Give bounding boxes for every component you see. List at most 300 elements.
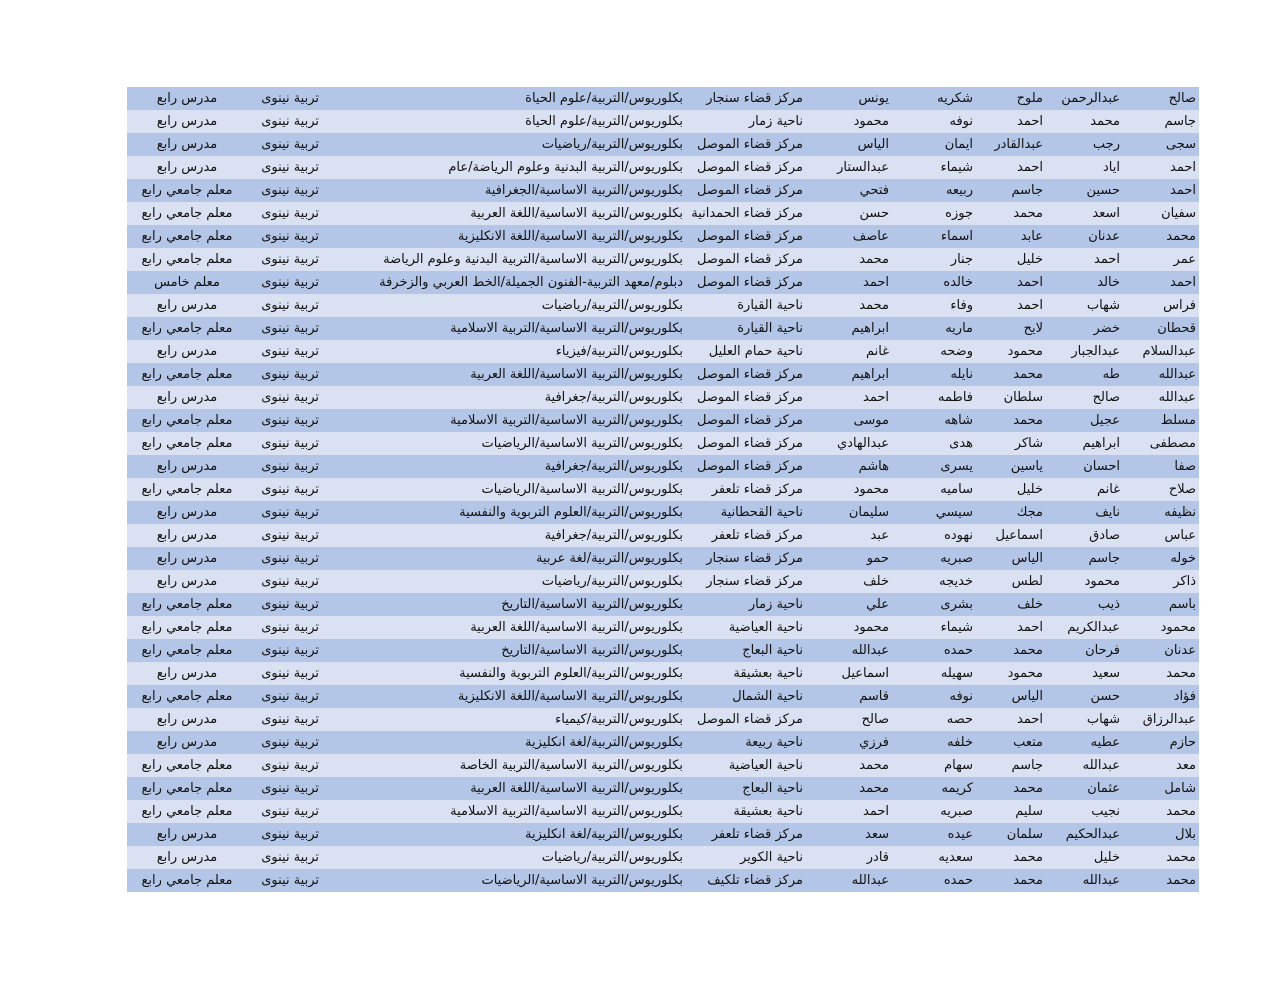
- cell-first-name: محمود: [1160, 620, 1196, 635]
- cell-location: ناحية الشمال: [732, 689, 803, 704]
- cell-mother-father-name: عبدالهادي: [837, 436, 889, 451]
- cell-grade: معلم جامعي رابع: [141, 804, 233, 819]
- cell-mother-father-name: محمد: [859, 298, 889, 313]
- cell-first-name: باسم: [1168, 597, 1196, 612]
- cell-father-name: نايف: [1095, 505, 1120, 520]
- cell-father-name: احسان: [1083, 459, 1120, 474]
- cell-mother-name: وضحه: [940, 344, 973, 359]
- cell-father-name: احمد: [1094, 252, 1120, 267]
- cell-grandfather-name: مجك: [1016, 505, 1043, 520]
- cell-mother-name: يسرى: [940, 459, 973, 474]
- cell-location: ناحية العياضية: [728, 620, 803, 635]
- cell-directorate: تربية نينوى: [261, 689, 319, 704]
- cell-grandfather-name: سلطان: [1003, 390, 1043, 405]
- cell-father-name: عطيه: [1090, 735, 1120, 750]
- cell-mother-name: جنار: [950, 252, 973, 267]
- cell-qualification: بكلوريوس/التربية/كيمياء: [555, 712, 683, 727]
- cell-mother-name: خالده: [943, 275, 973, 290]
- cell-mother-name: سهيله: [940, 666, 973, 681]
- cell-father-name: عبدالرحمن: [1061, 91, 1120, 106]
- cell-grandfather-name: احمد: [1017, 160, 1043, 175]
- cell-grandfather-name: خليل: [1016, 482, 1043, 497]
- table-row: [127, 501, 1199, 524]
- cell-location: مركز قضاء الحمدانية: [691, 206, 803, 221]
- cell-qualification: بكلوريوس/التربية الاساسية/التربية الاسلامية: [450, 321, 683, 336]
- cell-location: ناحية زمار: [748, 597, 803, 612]
- table-row: [127, 225, 1199, 248]
- cell-grade: معلم خامس: [154, 275, 220, 290]
- cell-first-name: جاسم: [1164, 114, 1196, 129]
- cell-grandfather-name: احمد: [1017, 114, 1043, 129]
- table-row: [127, 248, 1199, 271]
- cell-grandfather-name: محمد: [1013, 206, 1043, 221]
- cell-qualification: بكلوريوس/التربية الاساسية/التربية الخاصة: [459, 758, 683, 773]
- cell-mother-father-name: يونس: [858, 91, 889, 106]
- cell-first-name: عدنان: [1164, 643, 1196, 658]
- cell-mother-father-name: فرزي: [859, 735, 889, 750]
- cell-father-name: غانم: [1096, 482, 1120, 497]
- cell-qualification: بكلوريوس/التربية/رياضيات: [541, 137, 683, 152]
- cell-qualification: بكلوريوس/التربية الاساسية/اللغة العربية: [470, 367, 683, 382]
- cell-grade: معلم جامعي رابع: [141, 873, 233, 888]
- cell-qualification: بكلوريوس/التربية/العلوم التربوية والنفسية: [459, 505, 683, 520]
- cell-location: ناحية القحطانية: [720, 505, 803, 520]
- cell-mother-father-name: ابراهيم: [851, 321, 889, 336]
- cell-grade: مدرس رابع: [156, 827, 218, 842]
- cell-mother-name: خديجه: [939, 574, 973, 589]
- cell-location: مركز قضاء الموصل: [696, 459, 803, 474]
- cell-father-name: عبدالله: [1082, 758, 1120, 773]
- cell-location: مركز قضاء تلعفر: [711, 528, 803, 543]
- cell-qualification: بكلوريوس/التربية البدنية وعلوم الرياضة/عام: [448, 160, 683, 175]
- cell-qualification: بكلوريوس/التربية/رياضيات: [541, 574, 683, 589]
- cell-grade: معلم جامعي رابع: [141, 689, 233, 704]
- cell-grandfather-name: خليل: [1016, 252, 1043, 267]
- cell-qualification: بكلوريوس/التربية/جغرافية: [544, 390, 683, 405]
- cell-qualification: بكلوريوس/التربية الاساسية/التاريخ: [501, 597, 683, 612]
- cell-directorate: تربية نينوى: [261, 712, 319, 727]
- cell-father-name: خالد: [1097, 275, 1120, 290]
- cell-mother-name: اسماء: [940, 229, 973, 244]
- cell-directorate: تربية نينوى: [261, 436, 319, 451]
- cell-mother-father-name: سليمان: [848, 505, 889, 520]
- cell-location: ناحية العياضية: [728, 758, 803, 773]
- cell-directorate: تربية نينوى: [261, 620, 319, 635]
- cell-qualification: بكلوريوس/التربية الاساسية/الرياضيات: [481, 436, 683, 451]
- cell-grade: معلم جامعي رابع: [141, 229, 233, 244]
- cell-qualification: بكلوريوس/التربية الاساسية/الرياضيات: [481, 873, 683, 888]
- cell-mother-father-name: ابراهيم: [851, 367, 889, 382]
- cell-location: مركز قضاء الموصل: [696, 367, 803, 382]
- cell-mother-name: هدى: [949, 436, 973, 451]
- cell-first-name: بلال: [1175, 827, 1196, 842]
- cell-first-name: سفيان: [1161, 206, 1196, 221]
- cell-mother-father-name: غانم: [865, 344, 889, 359]
- table-row: [127, 363, 1199, 386]
- cell-father-name: اياد: [1103, 160, 1120, 175]
- table-row: [127, 455, 1199, 478]
- cell-mother-name: صبريه: [940, 551, 973, 566]
- cell-location: مركز قضاء تلكيف: [707, 873, 803, 888]
- cell-directorate: تربية نينوى: [261, 321, 319, 336]
- cell-directorate: تربية نينوى: [261, 735, 319, 750]
- cell-qualification: بكلوريوس/التربية الاساسية/اللغة العربية: [470, 781, 683, 796]
- table-row: [127, 639, 1199, 662]
- cell-first-name: عباس: [1164, 528, 1196, 543]
- cell-qualification: بكلوريوس/التربية/جغرافية: [544, 528, 683, 543]
- cell-directorate: تربية نينوى: [261, 482, 319, 497]
- cell-first-name: صلاح: [1168, 482, 1196, 497]
- cell-first-name: محمد: [1166, 666, 1196, 681]
- cell-location: مركز قضاء الموصل: [696, 229, 803, 244]
- cell-father-name: سعيد: [1092, 666, 1120, 681]
- cell-grade: مدرس رابع: [156, 666, 218, 681]
- cell-mother-name: سيسي: [935, 505, 973, 520]
- table-row: [127, 110, 1199, 133]
- cell-first-name: صفا: [1174, 459, 1196, 474]
- cell-mother-name: نايله: [950, 367, 973, 382]
- cell-directorate: تربية نينوى: [261, 459, 319, 474]
- cell-grandfather-name: احمد: [1017, 275, 1043, 290]
- cell-mother-father-name: حسن: [859, 206, 889, 221]
- cell-directorate: تربية نينوى: [261, 781, 319, 796]
- cell-father-name: حسين: [1086, 183, 1120, 198]
- table-row: [127, 87, 1199, 110]
- cell-mother-father-name: خلف: [863, 574, 889, 589]
- cell-qualification: بكلوريوس/التربية الاساسية/اللغة العربية: [470, 620, 683, 635]
- cell-directorate: تربية نينوى: [261, 390, 319, 405]
- cell-father-name: ابراهيم: [1082, 436, 1120, 451]
- cell-mother-father-name: قاسم: [859, 689, 889, 704]
- cell-father-name: عثمان: [1087, 781, 1120, 796]
- cell-location: مركز قضاء الموصل: [696, 183, 803, 198]
- table-row: [127, 202, 1199, 225]
- cell-mother-father-name: صالح: [861, 712, 889, 727]
- cell-first-name: معد: [1175, 758, 1196, 773]
- cell-first-name: احمد: [1170, 160, 1196, 175]
- cell-mother-father-name: الياس: [857, 137, 889, 152]
- cell-grandfather-name: محمود: [1007, 666, 1043, 681]
- cell-mother-name: ايمان: [944, 137, 973, 152]
- cell-grandfather-name: سليم: [1015, 804, 1043, 819]
- cell-location: مركز قضاء الموصل: [696, 252, 803, 267]
- cell-qualification: بكلوريوس/التربية الاساسية/التربية الاسلامية: [450, 413, 683, 428]
- table-body: [127, 87, 1199, 892]
- cell-directorate: تربية نينوى: [261, 804, 319, 819]
- cell-grade: مدرس رابع: [156, 528, 218, 543]
- cell-grandfather-name: خلف: [1017, 597, 1043, 612]
- cell-grade: مدرس رابع: [156, 574, 218, 589]
- cell-first-name: عبدالله: [1158, 390, 1196, 405]
- cell-grandfather-name: محمد: [1013, 850, 1043, 865]
- cell-father-name: شهاب: [1086, 712, 1120, 727]
- cell-directorate: تربية نينوى: [261, 298, 319, 313]
- cell-mother-father-name: محمد: [859, 252, 889, 267]
- cell-grade: معلم جامعي رابع: [141, 183, 233, 198]
- cell-qualification: بكلوريوس/التربية/رياضيات: [541, 298, 683, 313]
- cell-mother-name: خلفه: [947, 735, 973, 750]
- cell-grandfather-name: الياس: [1011, 551, 1043, 566]
- cell-father-name: رجب: [1092, 137, 1120, 152]
- cell-directorate: تربية نينوى: [261, 505, 319, 520]
- table-row: [127, 524, 1199, 547]
- cell-grade: معلم جامعي رابع: [141, 206, 233, 221]
- cell-grandfather-name: سلمان: [1006, 827, 1043, 842]
- cell-directorate: تربية نينوى: [261, 252, 319, 267]
- cell-mother-name: ساميه: [940, 482, 973, 497]
- table-row: [127, 685, 1199, 708]
- cell-grade: مدرس رابع: [156, 137, 218, 152]
- cell-location: ناحية البعاج: [742, 781, 803, 796]
- table-row: [127, 432, 1199, 455]
- cell-father-name: شهاب: [1086, 298, 1120, 313]
- cell-grade: معلم جامعي رابع: [141, 643, 233, 658]
- cell-first-name: احمد: [1170, 275, 1196, 290]
- cell-location: ناحية الكوير: [740, 850, 803, 865]
- cell-mother-name: كريمه: [941, 781, 973, 796]
- cell-mother-father-name: اسماعيل: [841, 666, 889, 681]
- table-row: [127, 317, 1199, 340]
- cell-mother-name: سهام: [944, 758, 973, 773]
- table-row: [127, 570, 1199, 593]
- cell-location: مركز قضاء سنجار: [706, 551, 803, 566]
- cell-directorate: تربية نينوى: [261, 137, 319, 152]
- cell-qualification: بكلوريوس/التربية/علوم الحياة: [525, 91, 683, 106]
- cell-qualification: بكلوريوس/التربية/لغة عربية: [535, 551, 683, 566]
- cell-directorate: تربية نينوى: [261, 160, 319, 175]
- staff-table: [127, 87, 1199, 892]
- cell-grade: معلم جامعي رابع: [141, 482, 233, 497]
- cell-grandfather-name: محمد: [1013, 413, 1043, 428]
- cell-directorate: تربية نينوى: [261, 574, 319, 589]
- cell-father-name: عجيل: [1090, 413, 1120, 428]
- cell-mother-name: فاطمه: [937, 390, 973, 405]
- cell-location: مركز قضاء الموصل: [696, 413, 803, 428]
- cell-first-name: محمد: [1166, 850, 1196, 865]
- cell-qualification: بكلوريوس/التربية الاساسية/التربية الاسلامية: [450, 804, 683, 819]
- cell-mother-name: ماريه: [945, 321, 973, 336]
- cell-qualification: بكلوريوس/التربية/رياضيات: [541, 850, 683, 865]
- cell-directorate: تربية نينوى: [261, 229, 319, 244]
- cell-grandfather-name: اسماعيل: [995, 528, 1043, 543]
- cell-grade: مدرس رابع: [156, 298, 218, 313]
- table-row: [127, 846, 1199, 869]
- cell-mother-father-name: محمد: [859, 781, 889, 796]
- cell-first-name: شامل: [1164, 781, 1196, 796]
- cell-mother-name: بشرى: [940, 597, 973, 612]
- cell-grandfather-name: لطس: [1011, 574, 1043, 589]
- cell-first-name: صالح: [1168, 91, 1196, 106]
- cell-qualification: بكلوريوس/التربية الاساسية/اللغة العربية: [470, 206, 683, 221]
- cell-mother-father-name: قادر: [866, 850, 889, 865]
- cell-father-name: عبدالله: [1082, 873, 1120, 888]
- cell-mother-father-name: عبد: [870, 528, 889, 543]
- table-row: [127, 800, 1199, 823]
- table-row: [127, 294, 1199, 317]
- cell-qualification: بكلوريوس/التربية الاساسية/الرياضيات: [481, 482, 683, 497]
- cell-qualification: بكلوريوس/التربية الاساسية/اللغة الانكليزية: [457, 689, 683, 704]
- cell-grandfather-name: جاسم: [1011, 758, 1043, 773]
- cell-mother-name: شيماء: [940, 620, 973, 635]
- cell-first-name: حازم: [1169, 735, 1196, 750]
- cell-directorate: تربية نينوى: [261, 528, 319, 543]
- cell-mother-father-name: محمد: [859, 758, 889, 773]
- cell-first-name: محمد: [1166, 229, 1196, 244]
- cell-mother-name: نوفه: [949, 114, 973, 129]
- cell-mother-name: وفاء: [950, 298, 973, 313]
- cell-mother-name: صبريه: [940, 804, 973, 819]
- cell-directorate: تربية نينوى: [261, 413, 319, 428]
- cell-grade: مدرس رابع: [156, 712, 218, 727]
- cell-location: مركز قضاء تلعفر: [711, 482, 803, 497]
- cell-father-name: خليل: [1093, 850, 1120, 865]
- cell-grade: معلم جامعي رابع: [141, 620, 233, 635]
- cell-qualification: بكلوريوس/التربية/جغرافية: [544, 459, 683, 474]
- cell-qualification: بكلوريوس/التربية الاساسية/التاريخ: [501, 643, 683, 658]
- cell-grade: مدرس رابع: [156, 91, 218, 106]
- cell-grade: مدرس رابع: [156, 459, 218, 474]
- cell-mother-father-name: حمو: [866, 551, 889, 566]
- table-row: [127, 777, 1199, 800]
- cell-grade: مدرس رابع: [156, 850, 218, 865]
- cell-mother-name: ربيعه: [945, 183, 973, 198]
- cell-mother-father-name: احمد: [863, 804, 889, 819]
- cell-location: مركز قضاء الموصل: [696, 137, 803, 152]
- cell-qualification: بكلوريوس/التربية/العلوم التربوية والنفسية: [459, 666, 683, 681]
- cell-mother-name: شيماء: [940, 160, 973, 175]
- cell-mother-name: حمده: [943, 873, 973, 888]
- cell-directorate: تربية نينوى: [261, 758, 319, 773]
- cell-location: ناحية البعاج: [742, 643, 803, 658]
- cell-grandfather-name: عبدالقادر: [994, 137, 1043, 152]
- cell-grade: معلم جامعي رابع: [141, 252, 233, 267]
- cell-mother-name: حمده: [943, 643, 973, 658]
- table-row: [127, 754, 1199, 777]
- cell-first-name: فؤاد: [1173, 689, 1196, 704]
- cell-mother-name: سعديه: [938, 850, 973, 865]
- cell-grade: معلم جامعي رابع: [141, 367, 233, 382]
- cell-grandfather-name: متعب: [1013, 735, 1043, 750]
- cell-directorate: تربية نينوى: [261, 367, 319, 382]
- cell-grandfather-name: شاكر: [1014, 436, 1043, 451]
- table-row: [127, 478, 1199, 501]
- cell-qualification: دبلوم/معهد التربية-الفنون الجميلة/الخط العربي والزخرفة: [379, 275, 683, 290]
- cell-directorate: تربية نينوى: [261, 850, 319, 865]
- cell-mother-father-name: علي: [866, 597, 889, 612]
- cell-location: مركز قضاء الموصل: [696, 712, 803, 727]
- table-row: [127, 823, 1199, 846]
- cell-grade: مدرس رابع: [156, 344, 218, 359]
- cell-location: مركز قضاء الموصل: [696, 275, 803, 290]
- cell-grandfather-name: محمد: [1013, 781, 1043, 796]
- cell-mother-name: نوفه: [949, 689, 973, 704]
- cell-father-name: خضر: [1093, 321, 1120, 336]
- cell-father-name: حسن: [1090, 689, 1120, 704]
- cell-grade: معلم جامعي رابع: [141, 436, 233, 451]
- cell-location: ناحية حمام العليل: [708, 344, 803, 359]
- cell-father-name: اسعد: [1092, 206, 1120, 221]
- cell-location: ناحية زمار: [748, 114, 803, 129]
- cell-mother-father-name: عبدالله: [851, 643, 889, 658]
- cell-first-name: محمد: [1166, 804, 1196, 819]
- cell-mother-father-name: سعد: [865, 827, 889, 842]
- cell-location: ناحية القيارة: [737, 321, 803, 336]
- cell-mother-father-name: هاشم: [858, 459, 889, 474]
- cell-directorate: تربية نينوى: [261, 275, 319, 290]
- cell-location: ناحية القيارة: [737, 298, 803, 313]
- cell-father-name: ذيب: [1097, 597, 1120, 612]
- cell-father-name: عبدالحكيم: [1065, 827, 1120, 842]
- cell-grandfather-name: جاسم: [1011, 183, 1043, 198]
- cell-father-name: صادق: [1089, 528, 1120, 543]
- cell-grade: معلم جامعي رابع: [141, 321, 233, 336]
- cell-first-name: فراس: [1163, 298, 1196, 313]
- cell-grade: مدرس رابع: [156, 114, 218, 129]
- cell-mother-name: نهوده: [944, 528, 973, 543]
- cell-first-name: سجى: [1165, 137, 1196, 152]
- cell-grandfather-name: محمد: [1013, 873, 1043, 888]
- cell-father-name: جاسم: [1088, 551, 1120, 566]
- table-row: [127, 409, 1199, 432]
- cell-directorate: تربية نينوى: [261, 666, 319, 681]
- cell-first-name: عمر: [1173, 252, 1196, 267]
- cell-father-name: محمود: [1084, 574, 1120, 589]
- cell-location: مركز قضاء سنجار: [706, 91, 803, 106]
- table-row: [127, 593, 1199, 616]
- cell-qualification: بكلوريوس/التربية/فيزياء: [555, 344, 683, 359]
- cell-first-name: عبدالله: [1158, 367, 1196, 382]
- table-row: [127, 156, 1199, 179]
- cell-father-name: عدنان: [1088, 229, 1120, 244]
- cell-father-name: نجيب: [1091, 804, 1120, 819]
- cell-location: ناحية بعشيقة: [733, 666, 803, 681]
- spreadsheet: [127, 87, 1199, 892]
- cell-mother-name: عيده: [947, 827, 973, 842]
- cell-grade: مدرس رابع: [156, 160, 218, 175]
- cell-first-name: عبدالسلام: [1142, 344, 1196, 359]
- cell-father-name: عبدالكريم: [1067, 620, 1120, 635]
- cell-directorate: تربية نينوى: [261, 344, 319, 359]
- cell-grandfather-name: الياس: [1011, 689, 1043, 704]
- cell-mother-father-name: محمود: [853, 482, 889, 497]
- cell-grandfather-name: لايح: [1023, 321, 1043, 336]
- table-row: [127, 179, 1199, 202]
- cell-grandfather-name: احمد: [1017, 712, 1043, 727]
- cell-first-name: نظيفه: [1164, 505, 1196, 520]
- cell-mother-name: شاهه: [944, 413, 973, 428]
- cell-directorate: تربية نينوى: [261, 183, 319, 198]
- cell-location: مركز قضاء الموصل: [696, 390, 803, 405]
- cell-grandfather-name: عابد: [1020, 229, 1043, 244]
- cell-grade: معلم جامعي رابع: [141, 758, 233, 773]
- cell-location: مركز قضاء تلعفر: [711, 827, 803, 842]
- cell-directorate: تربية نينوى: [261, 827, 319, 842]
- table-row: [127, 731, 1199, 754]
- cell-mother-name: جوزه: [945, 206, 973, 221]
- cell-father-name: صالح: [1092, 390, 1120, 405]
- cell-grandfather-name: محمد: [1013, 643, 1043, 658]
- cell-mother-father-name: عبدالستار: [837, 160, 889, 175]
- cell-directorate: تربية نينوى: [261, 206, 319, 221]
- cell-mother-father-name: احمد: [863, 275, 889, 290]
- cell-directorate: تربية نينوى: [261, 91, 319, 106]
- cell-grandfather-name: ملوح: [1016, 91, 1043, 106]
- cell-grandfather-name: محمود: [1007, 344, 1043, 359]
- cell-grade: مدرس رابع: [156, 551, 218, 566]
- cell-grade: مدرس رابع: [156, 390, 218, 405]
- cell-location: مركز قضاء الموصل: [696, 436, 803, 451]
- cell-qualification: بكلوريوس/التربية/لغة انكليزية: [525, 827, 683, 842]
